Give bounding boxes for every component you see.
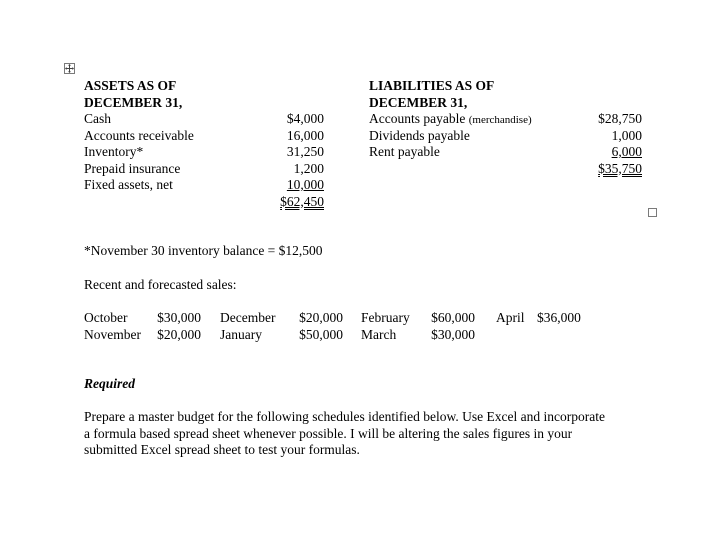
- liability-label-rent: Rent payable: [369, 144, 440, 159]
- liabilities-heading-line2: DECEMBER 31,: [369, 94, 468, 110]
- assets-values: [254, 111, 324, 210]
- sales-amount: $50,000: [299, 326, 343, 342]
- asset-value-cash: $4,000: [286, 111, 324, 126]
- required-paragraph-line: submitted Excel spread sheet to test your formulas.: [84, 442, 360, 457]
- asset-label-inventory: Inventory*: [84, 144, 144, 159]
- assets-labels: [84, 111, 194, 194]
- liabilities-total: $35,750: [598, 160, 642, 176]
- sales-month: October: [84, 310, 128, 325]
- liability-value-payable: $28,750: [598, 111, 642, 126]
- liability-label-payable: Accounts payable: [369, 111, 466, 126]
- sales-month: January: [220, 326, 262, 342]
- move-arrows-icon: [65, 64, 74, 73]
- table-move-handle[interactable]: [64, 63, 75, 74]
- asset-value-inventory: 31,250: [286, 144, 324, 159]
- asset-value-fixed: 10,000: [286, 177, 324, 192]
- sales-heading: Recent and forecasted sales:: [84, 277, 237, 292]
- asset-value-prepaid: 1,200: [293, 160, 324, 176]
- sales-month: November: [84, 326, 141, 342]
- liabilities-values: [572, 111, 642, 177]
- sales-amount: $20,000: [299, 310, 343, 325]
- table-resize-handle[interactable]: [648, 208, 657, 217]
- sales-month: March: [361, 326, 397, 342]
- asset-value-receivable: 16,000: [286, 127, 324, 143]
- sales-amount: $20,000: [157, 326, 201, 342]
- sales-amount: $30,000: [157, 310, 201, 325]
- liability-value-rent: 6,000: [611, 144, 642, 159]
- liabilities-heading-line1: LIABILITIES AS OF: [369, 78, 495, 93]
- asset-label-cash: Cash: [84, 111, 111, 126]
- required-heading: Required: [84, 376, 136, 391]
- sales-month: April: [496, 310, 525, 325]
- inventory-footnote: *November 30 inventory balance = $12,500: [84, 243, 323, 258]
- asset-label-receivable: Accounts receivable: [84, 127, 194, 143]
- asset-label-fixed: Fixed assets, net: [84, 177, 173, 192]
- sales-amount: $60,000: [431, 310, 475, 325]
- sales-amount: $36,000: [537, 310, 581, 325]
- assets-heading-line1: ASSETS AS OF: [84, 78, 177, 93]
- assets-heading-line2: DECEMBER 31,: [84, 94, 183, 110]
- asset-label-prepaid: Prepaid insurance: [84, 160, 181, 176]
- liability-label-payable-note: (merchandise): [468, 114, 532, 126]
- assets-total: $62,450: [280, 193, 324, 209]
- liability-label-dividends: Dividends payable: [369, 127, 470, 143]
- liabilities-labels: [369, 111, 532, 161]
- sales-month: December: [220, 310, 276, 325]
- sales-month: February: [361, 310, 410, 325]
- liability-value-dividends: 1,000: [611, 127, 642, 143]
- required-paragraph-line: a formula based spread sheet whenever possible. I will be altering the sales figures in your: [84, 425, 573, 441]
- required-paragraph-line: Prepare a master budget for the following schedules identified below. Use Excel and incorporate: [84, 409, 605, 424]
- sales-amount: $30,000: [431, 326, 475, 342]
